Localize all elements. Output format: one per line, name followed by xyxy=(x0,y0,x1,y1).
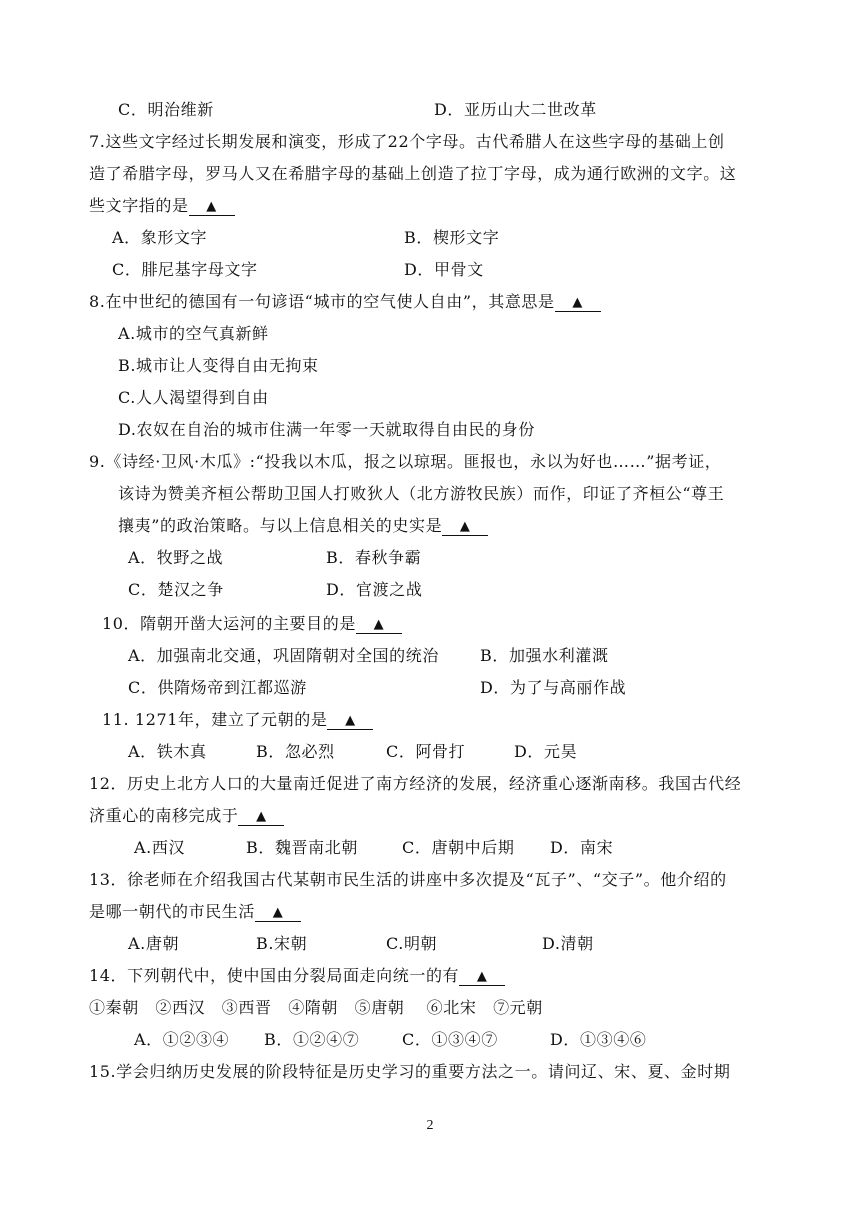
q10-option-b: B．加强水利灌溉 xyxy=(480,646,609,665)
q11-option-d: D．元昊 xyxy=(514,742,578,761)
q12-line-2 xyxy=(89,805,284,827)
q9-line-1: 9.《诗经·卫风·木瓜》:“投我以木瓜，报之以琼琚。匪报也，永以为好也……”据考证， xyxy=(89,452,722,471)
q9-line-2: 该诗为赞美齐桓公帮助卫国人打败狄人（北方游牧民族）而作，印证了齐桓公“尊王 xyxy=(118,484,725,503)
q11-option-b: B．忽必烈 xyxy=(256,742,335,761)
answer-blank: ▲ xyxy=(238,809,284,826)
q14-option-b: B．①②④⑦ xyxy=(264,1030,360,1049)
answer-blank: ▲ xyxy=(255,905,301,922)
q12-option-d: D．南宋 xyxy=(550,838,614,857)
answer-blank: ▲ xyxy=(356,617,402,634)
q6-option-c: C．明治维新 xyxy=(118,100,214,119)
q9-option-b: B．春秋争霸 xyxy=(326,548,422,567)
q9-option-d: D．官渡之战 xyxy=(326,580,423,599)
q12-option-c: C．唐朝中后期 xyxy=(402,838,515,857)
q13-line-1: 13．徐老师在介绍我国古代某朝市民生活的讲座中多次提及“瓦子”、“交子”。他介绍的 xyxy=(89,870,727,889)
q13-option-d: D.清朝 xyxy=(542,934,594,953)
q8-option-a: A.城市的空气真新鲜 xyxy=(118,324,269,343)
answer-blank: ▲ xyxy=(327,713,373,730)
q8-option-b: B.城市让人变得自由无拘束 xyxy=(118,356,319,375)
q13-option-b: B.宋朝 xyxy=(256,934,308,953)
q7-line-1: 7.这些文字经过长期发展和演变，形成了22个字母。古代希腊人在这些字母的基础上创 xyxy=(89,132,725,151)
q6-option-d: D．亚历山大二世改革 xyxy=(434,100,597,119)
q8-line-1 xyxy=(89,291,601,313)
q15-line-1: 15.学会归纳历史发展的阶段特征是历史学习的重要方法之一。请问辽、宋、夏、金时期 xyxy=(89,1062,731,1081)
q10-line-1 xyxy=(102,613,402,635)
q7-option-a: A．象形文字 xyxy=(112,228,208,247)
q7-option-d: D．甲骨文 xyxy=(404,260,484,279)
q14-option-c: C．①③④⑦ xyxy=(402,1030,498,1049)
q11-line-1 xyxy=(102,709,373,731)
q11-option-a: A．铁木真 xyxy=(128,742,207,761)
q10-text: 10．隋朝开凿大运河的主要目的是 xyxy=(102,614,356,633)
answer-blank: ▲ xyxy=(555,295,601,312)
answer-blank: ▲ xyxy=(459,969,505,986)
q9-line-3 xyxy=(118,515,488,537)
q12-option-b: B．魏晋南北朝 xyxy=(246,838,358,857)
q10-option-d: D．为了与高丽作战 xyxy=(480,678,627,697)
q12-line-1: 12．历史上北方人口的大量南迁促进了南方经济的发展，经济重心逐渐南移。我国古代经 xyxy=(89,774,742,793)
q12-option-a: A.西汉 xyxy=(134,838,186,857)
answer-blank: ▲ xyxy=(189,199,235,216)
answer-blank: ▲ xyxy=(442,519,488,536)
q13-line-2 xyxy=(89,901,301,923)
q9-option-a: A．牧野之战 xyxy=(128,548,224,567)
page-number: 2 xyxy=(426,1118,434,1133)
q9-text: 攘夷”的政治策略。与以上信息相关的史实是 xyxy=(118,516,443,535)
q7-option-c: C．腓尼基字母文字 xyxy=(112,260,258,279)
q8-text: 8.在中世纪的德国有一句谚语“城市的空气使人自由”，其意思是 xyxy=(89,292,555,311)
q7-line-2: 造了希腊字母，罗马人又在希腊字母的基础上创造了拉丁字母，成为通行欧洲的文字。这 xyxy=(89,164,737,183)
q8-option-d: D.农奴在自治的城市住满一年零一天就取得自由民的身份 xyxy=(118,420,535,439)
q14-text: 14．下列朝代中，使中国由分裂局面走向统一的有 xyxy=(89,966,460,985)
q14-list: ①秦朝 ②西汉 ③西晋 ④隋朝 ⑤唐朝 ⑥北宋 ⑦元朝 xyxy=(89,998,543,1017)
q11-text: 11. 1271年，建立了元朝的是 xyxy=(102,710,328,729)
q13-text: 是哪一朝代的市民生活 xyxy=(89,902,256,921)
q13-option-c: C.明朝 xyxy=(386,934,438,953)
q14-line-1 xyxy=(89,965,505,987)
q9-option-c: C．楚汉之争 xyxy=(128,580,224,599)
q8-option-c: C.人人渴望得到自由 xyxy=(118,388,269,407)
q7-text: 些文字指的是 xyxy=(89,196,189,215)
q10-option-a: A．加强南北交通，巩固隋朝对全国的统治 xyxy=(128,646,439,665)
q12-text: 济重心的南移完成于 xyxy=(89,806,239,825)
q10-option-c: C．供隋炀帝到江都巡游 xyxy=(128,678,307,697)
q14-option-d: D．①③④⑥ xyxy=(550,1030,647,1049)
q11-option-c: C．阿骨打 xyxy=(386,742,466,761)
q14-option-a: A．①②③④ xyxy=(134,1030,230,1049)
q13-option-a: A.唐朝 xyxy=(128,934,180,953)
q7-option-b: B．楔形文字 xyxy=(404,228,500,247)
q7-line-3 xyxy=(89,195,235,217)
